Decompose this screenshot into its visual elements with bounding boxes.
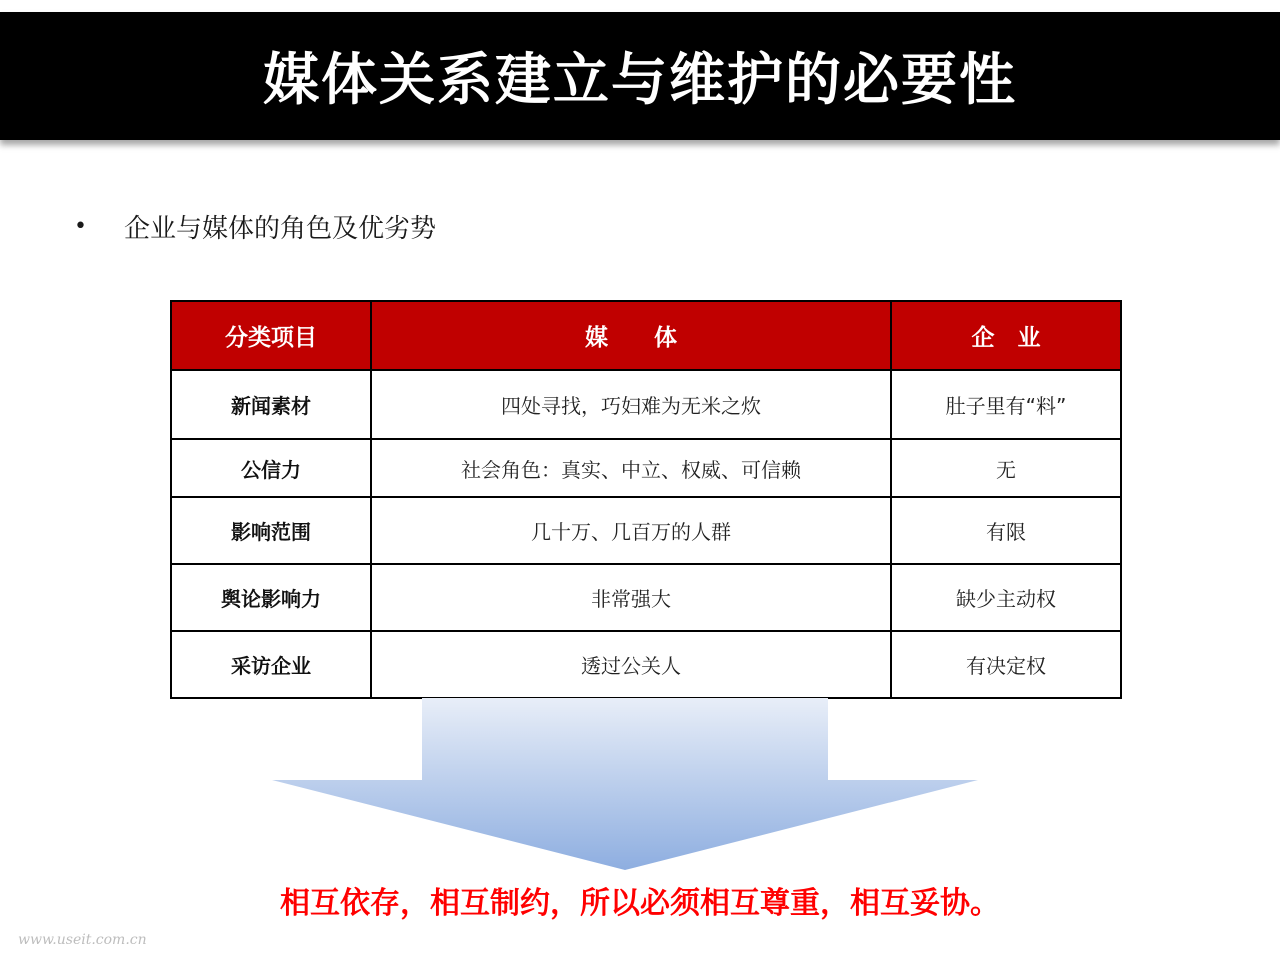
title-bar	[0, 12, 1280, 140]
table-row	[171, 370, 1121, 439]
header-category: 分类项目	[171, 301, 371, 370]
row-category: 采访企业	[171, 631, 371, 698]
row-media-cell: 社会角色：真实、中立、权威、可信赖	[371, 439, 891, 497]
table-row	[171, 564, 1121, 631]
bullet-icon: •	[74, 214, 87, 239]
row-category: 公信力	[171, 439, 371, 497]
table-row	[171, 497, 1121, 564]
conclusion-text: 相互依存，相互制约，所以必须相互尊重，相互妥协。	[280, 886, 1000, 921]
table-header-row	[171, 301, 1121, 370]
row-enterprise-cell: 无	[891, 439, 1121, 497]
row-enterprise-cell: 缺少主动权	[891, 564, 1121, 631]
down-arrow-icon	[270, 698, 982, 873]
row-media-cell: 透过公关人	[371, 631, 891, 698]
table-row	[171, 631, 1121, 698]
page-title: 媒体关系建立与维护的必要性	[263, 48, 1017, 113]
row-enterprise-cell: 有决定权	[891, 631, 1121, 698]
watermark: www.useit.com.cn	[18, 932, 147, 948]
row-enterprise-cell: 有限	[891, 497, 1121, 564]
row-category: 新闻素材	[171, 370, 371, 439]
header-media: 媒 体	[371, 301, 891, 370]
bullet-point	[74, 208, 436, 245]
row-media-cell: 四处寻找，巧妇难为无米之炊	[371, 370, 891, 439]
table-row	[171, 439, 1121, 497]
comparison-table	[170, 300, 1122, 699]
header-enterprise: 企 业	[891, 301, 1121, 370]
row-media-cell: 非常强大	[371, 564, 891, 631]
row-category: 舆论影响力	[171, 564, 371, 631]
row-enterprise-cell: 肚子里有“料”	[891, 370, 1121, 439]
bullet-text: 企业与媒体的角色及优劣势	[124, 214, 437, 244]
row-category: 影响范围	[171, 497, 371, 564]
row-media-cell: 几十万、几百万的人群	[371, 497, 891, 564]
